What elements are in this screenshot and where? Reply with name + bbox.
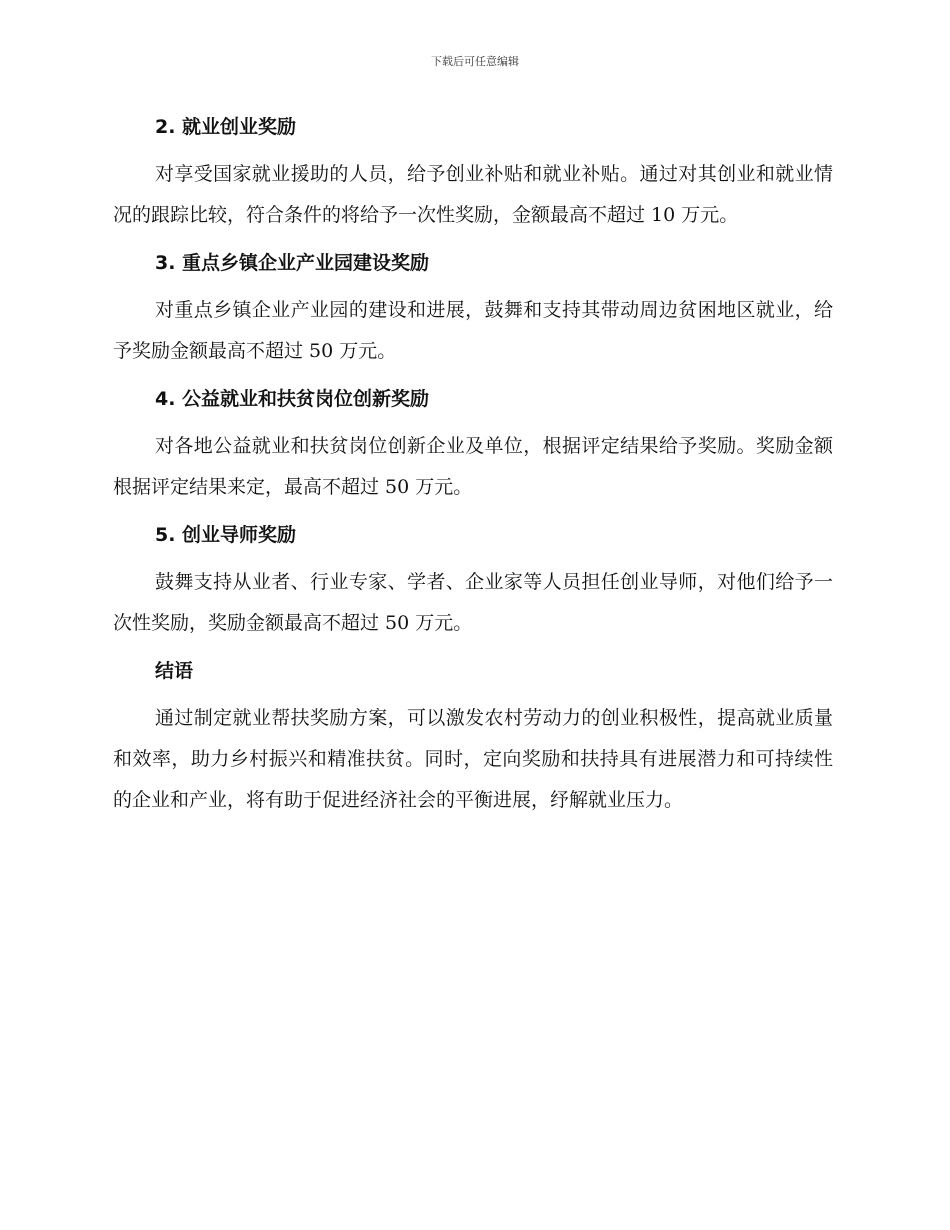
section-industrial-park-award [113, 248, 833, 372]
section-paragraph: 对各地公益就业和扶贫岗位创新企业及单位，根据评定结果给予奖励。奖励金额根据评定结果来定，最高不超过 50 万元。 [113, 435, 833, 498]
section-paragraph: 鼓舞支持从业者、行业专家、学者、企业家等人员担任创业导师，对他们给予一次性奖励，奖励金额最高不超过 50 万元。 [113, 571, 833, 634]
section-paragraph: 对享受国家就业援助的人员，给予创业补贴和就业补贴。通过对其创业和就业情况的跟踪比较，符合条件的将给予一次性奖励，金额最高不超过 10 万元。 [113, 163, 833, 226]
section-paragraph: 对重点乡镇企业产业园的建设和进展，鼓舞和支持其带动周边贫困地区就业，给予奖励金额最高不超过 50 万元。 [113, 299, 833, 362]
section-heading: 4. 公益就业和扶贫岗位创新奖励 [155, 388, 430, 410]
section-conclusion [113, 656, 833, 821]
section-mentor-award [113, 520, 833, 644]
section-paragraph: 通过制定就业帮扶奖励方案，可以激发农村劳动力的创业积极性，提高就业质量和效率，助力乡村振兴和精准扶贫。同时，定向奖励和扶持具有进展潜力和可持续性的企业和产业，将有助于促进经济社会的平衡进展，纾解就业压力。 [113, 707, 833, 811]
section-public-welfare-post-award [113, 384, 833, 508]
section-heading: 2. 就业创业奖励 [155, 116, 297, 138]
section-heading: 5. 创业导师奖励 [155, 524, 297, 546]
section-heading: 3. 重点乡镇企业产业园建设奖励 [155, 252, 430, 274]
section-employment-entrepreneurship-award [113, 112, 833, 236]
page-header: 下载后可任意编辑 [431, 55, 519, 68]
document-body [113, 112, 833, 821]
section-heading: 结语 [155, 660, 194, 682]
